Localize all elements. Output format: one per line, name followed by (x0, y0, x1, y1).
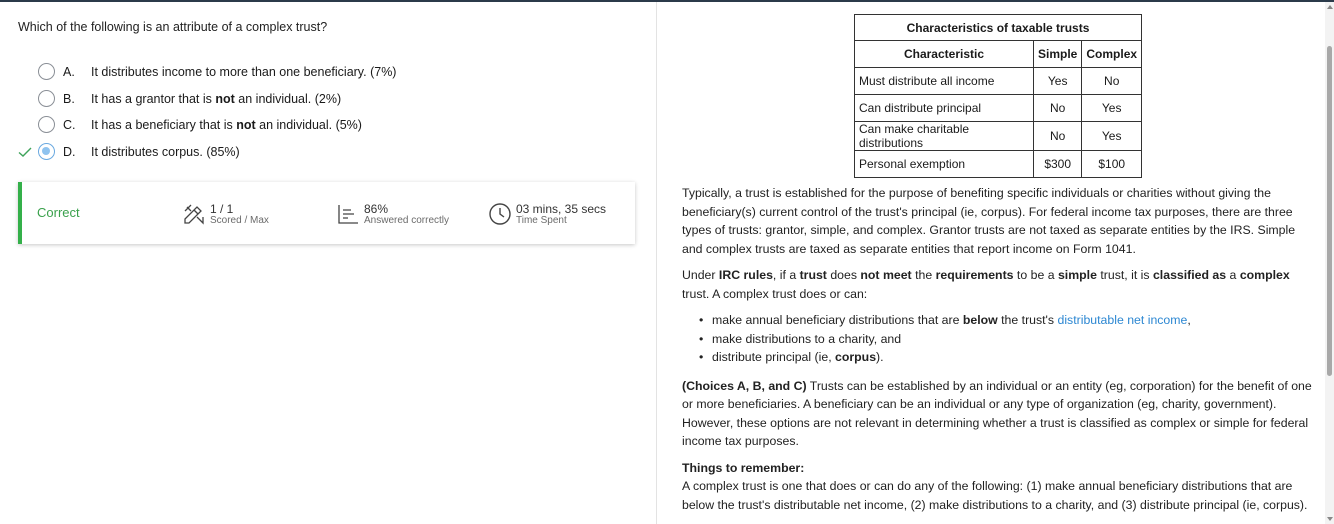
paragraph-irc-rules: Under IRC rules, if a trust does not meet the requirements to be a simple trust, it is classified as a complex trust. A complex trust does or can: (682, 268, 1290, 301)
list-item: • make annual beneficiary distributions that are below the trust's distributable net income, (712, 311, 1312, 330)
choice-a[interactable] (0, 60, 640, 87)
cell: No (1034, 95, 1082, 122)
radio-c[interactable] (38, 116, 55, 133)
choice-c[interactable] (0, 113, 640, 140)
cell: $100 (1082, 151, 1142, 178)
choice-text: It has a grantor that is not an individual. (2%) (91, 91, 342, 106)
cell: Yes (1082, 95, 1142, 122)
cell: Must distribute all income (855, 68, 1034, 95)
paragraph-intro: Typically, a trust is established for the purpose of benefiting specific individuals or charities without giving the beneficiary(s) current control of the trust's principal (ie, corpus). For federal income tax purposes, there are three types of trusts: grantor, simple, and complex. Grantor trusts are not taxed as separate entities by the IRS. Simple and complex trusts are taxed as separate entities that report income on Form 1041. (682, 186, 1296, 256)
scroll-down-icon[interactable] (1327, 517, 1333, 521)
scrollbar[interactable] (1325, 2, 1334, 524)
distributable-net-income-link[interactable]: distributable net income (1057, 313, 1188, 327)
radio-a[interactable] (38, 63, 55, 80)
explanation-text (682, 184, 1312, 514)
explanation-pane (657, 2, 1325, 524)
list-item: • distribute principal (ie, corpus). (712, 348, 1312, 367)
radio-b[interactable] (38, 90, 55, 107)
cell: Yes (1082, 122, 1142, 151)
clock-icon (488, 202, 512, 226)
header-simple: Simple (1034, 41, 1082, 68)
choice-text: It distributes corpus. (85%) (91, 144, 240, 159)
cell: No (1082, 68, 1142, 95)
things-to-remember-text: A complex trust is one that does or can do any of the following: (1) make annual beneficiary distributions that are below the trust's distributable net income, (2) make distributions to a charity, and (3) distribute principal (ie, corpus). (682, 479, 1308, 512)
scroll-up-icon[interactable] (1327, 5, 1333, 9)
choice-letter: B. (63, 91, 75, 106)
header-characteristic: Characteristic (855, 41, 1034, 68)
choice-d[interactable] (0, 140, 640, 167)
choice-letter: D. (63, 144, 76, 159)
choice-text: It has a beneficiary that is not an individual. (5%) (91, 118, 362, 132)
pencil-ruler-icon (182, 202, 206, 226)
cell: $300 (1034, 151, 1082, 178)
choice-letter: C. (63, 118, 76, 132)
cell: Can distribute principal (855, 95, 1034, 122)
complex-trust-list (712, 311, 1312, 367)
table-header-row (855, 41, 1142, 68)
answer-choices (0, 60, 640, 166)
choice-b[interactable] (0, 87, 640, 114)
table-caption: Characteristics of taxable trusts (855, 15, 1142, 41)
cell: Personal exemption (855, 151, 1034, 178)
question-pane (0, 2, 656, 524)
table-row (855, 95, 1142, 122)
choice-text: It distributes income to more than one beneficiary. (7%) (91, 65, 397, 79)
choice-letter: A. (63, 65, 75, 79)
list-item: • make distributions to a charity, and (712, 330, 1312, 349)
result-status: Correct (37, 205, 80, 220)
cell: Can make charitable distributions (855, 122, 1034, 151)
characteristics-table (854, 14, 1142, 178)
scrollbar-thumb[interactable] (1327, 46, 1332, 376)
table-row (855, 122, 1142, 151)
paragraph-choices: (Choices A, B, and C) Trusts can be established by an individual or an entity (eg, corporation) for the benefit of one or more beneficiaries. A beneficiary can be an individual or any type of organization (eg, charity, government). However, these options are not relevant in determining whether a trust is classified as complex or simple for federal income tax purposes. (682, 378, 1312, 448)
result-panel: Correct 1 / 1 Scored / Max 86% Answered correctly 03 mins, 35 secs Time Spent (18, 182, 635, 244)
correct-check-icon (18, 145, 32, 159)
table-row (855, 68, 1142, 95)
cell: No (1034, 122, 1082, 151)
cell: Yes (1034, 68, 1082, 95)
table-row (855, 151, 1142, 178)
things-to-remember-heading: Things to remember: (682, 460, 805, 475)
radio-d[interactable] (38, 143, 55, 160)
header-complex: Complex (1082, 41, 1142, 68)
bar-chart-icon (336, 202, 360, 226)
question-text: Which of the following is an attribute of a complex trust? (18, 20, 328, 34)
